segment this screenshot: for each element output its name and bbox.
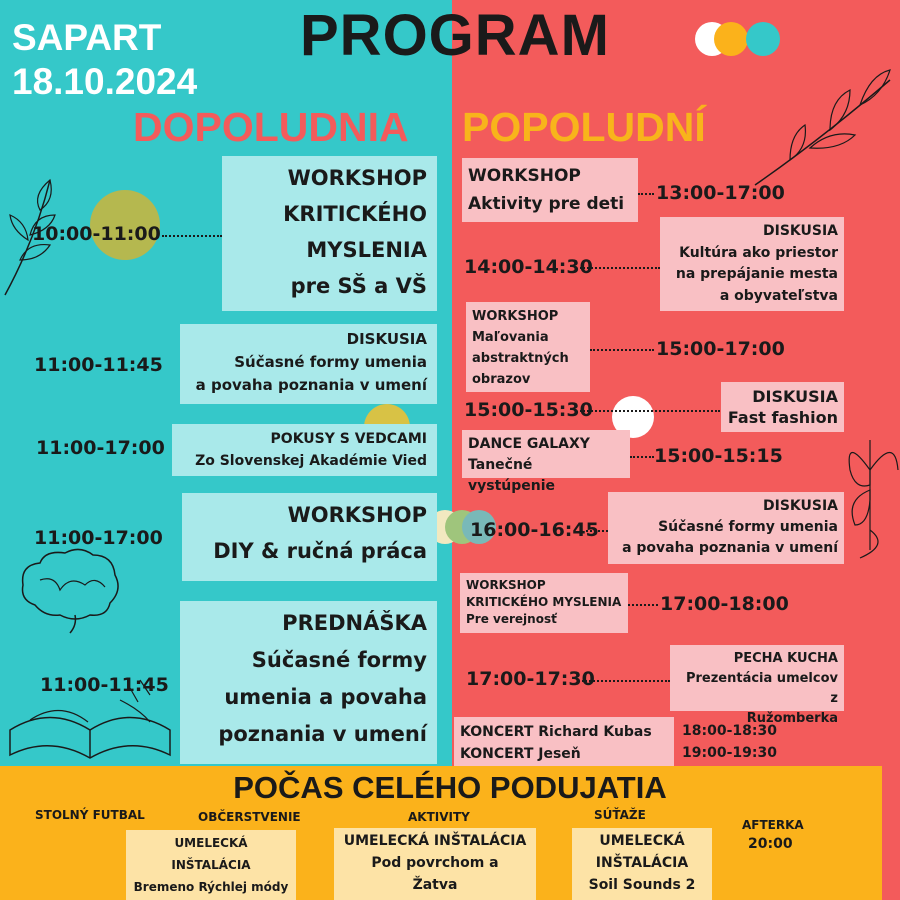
afternoon-event-1 — [462, 158, 638, 222]
brain-icon — [15, 545, 125, 635]
connector — [580, 267, 660, 269]
event-line: Kultúra ako priestor — [679, 244, 838, 261]
box-line: Bremeno Rýchlej módy — [133, 880, 289, 894]
connector — [162, 235, 222, 237]
afternoon-event-7 — [460, 573, 628, 633]
concert-time-2: 19:00-19:30 — [682, 745, 777, 761]
morning-time-3: 11:00-17:00 — [36, 437, 165, 459]
event-line: abstraktných — [472, 351, 569, 366]
box-line: Pod povrchom a — [371, 855, 499, 871]
box-line: Žatva — [412, 877, 458, 893]
event-line: DANCE GALAXY — [468, 436, 590, 452]
event-line: POKUSY S VEDCAMI — [270, 431, 427, 447]
box-line: INŠTALÁCIA — [595, 855, 689, 871]
afternoon-event-4 — [721, 382, 844, 432]
installation-box-3 — [572, 828, 712, 900]
afternoon-event-2 — [660, 217, 844, 311]
event-line: a obyvateľstva — [719, 287, 838, 304]
event-line: DISKUSIA — [762, 223, 838, 239]
event-line: Súčasné formy — [251, 648, 427, 672]
box-line: UMELECKÁ — [599, 833, 685, 849]
event-line: Súčasné formy umenia — [658, 519, 838, 535]
afternoon-heading: POPOLUDNÍ — [462, 104, 706, 150]
olive-branch-icon — [750, 60, 900, 190]
label-competitions: SÚŤAŽE — [594, 808, 646, 822]
connector — [638, 193, 654, 195]
connector — [586, 530, 608, 532]
afternoon-event-6 — [608, 492, 844, 564]
morning-time-4: 11:00-17:00 — [34, 527, 163, 549]
afternoon-time-3: 15:00-17:00 — [656, 338, 785, 360]
afternoon-event-8 — [670, 645, 844, 726]
event-line: Pre verejnosť — [466, 612, 557, 626]
event-name: SAPART — [12, 17, 162, 58]
morning-event-2 — [180, 324, 437, 404]
afternoon-event-5 — [462, 430, 630, 494]
event-line: DISKUSIA — [752, 387, 838, 406]
label-activities: AKTIVITY — [408, 810, 470, 824]
event-line: PREDNÁŠKA — [282, 611, 427, 635]
all-day-title: POČAS CELÉHO PODUJATIA — [233, 770, 667, 805]
logo-dot-teal — [746, 22, 780, 56]
event-line: Tanečné vystúpenie — [468, 457, 556, 494]
label-refreshments: OBČERSTVENIE — [198, 810, 301, 824]
event-line: WORKSHOP — [287, 166, 427, 190]
connector — [580, 410, 720, 412]
connector — [582, 680, 670, 682]
connector — [630, 456, 654, 458]
box-line: INŠTALÁCIA — [171, 858, 251, 872]
event-line: umenia a povaha — [224, 685, 427, 709]
afternoon-time-7: 17:00-18:00 — [660, 593, 789, 615]
event-line: Aktivity pre deti — [468, 194, 625, 214]
event-line: obrazov — [472, 372, 531, 387]
event-line: KONCERT Jeseň — [460, 746, 581, 762]
page-title: PROGRAM — [300, 3, 610, 68]
morning-time-5: 11:00-11:45 — [40, 674, 169, 696]
afternoon-time-4: 15:00-15:30 — [464, 399, 593, 421]
afternoon-time-8: 17:00-17:30 — [466, 668, 595, 690]
afternoon-event-3 — [466, 302, 590, 392]
butterfly-icon — [840, 430, 900, 560]
afternoon-time-5: 15:00-15:15 — [654, 445, 783, 467]
connector — [628, 604, 658, 606]
event-line: WORKSHOP — [287, 503, 427, 527]
box-line: UMELECKÁ — [174, 836, 248, 850]
event-line: KRITICKÉHO — [283, 202, 427, 226]
morning-heading: DOPOLUDNIA — [133, 104, 409, 150]
concert-box — [454, 717, 674, 767]
event-header — [12, 16, 197, 104]
morning-event-4 — [182, 493, 437, 581]
event-line: WORKSHOP — [466, 578, 546, 592]
event-line: DIY & ručná práca — [213, 539, 427, 563]
event-line: WORKSHOP — [468, 166, 581, 186]
morning-time-1: 10:00-11:00 — [32, 223, 161, 245]
installation-box-1 — [126, 830, 296, 900]
event-date: 18.10.2024 — [12, 61, 198, 102]
event-line: a povaha poznania v umení — [195, 376, 427, 394]
event-line: Maľovania — [472, 330, 549, 345]
event-line: a povaha poznania v umení — [622, 540, 838, 556]
morning-event-3 — [172, 424, 437, 476]
afternoon-time-1: 13:00-17:00 — [656, 182, 785, 204]
connector — [590, 349, 654, 351]
concert-time-1: 18:00-18:30 — [682, 723, 777, 739]
event-line: Zo Slovenskej Akadémie Vied — [195, 453, 427, 469]
event-line: na prepájanie mesta — [675, 266, 838, 282]
event-line: pre SŠ a VŠ — [290, 274, 427, 298]
afternoon-time-6: 16:00-16:45 — [470, 519, 599, 541]
morning-event-5 — [180, 601, 437, 764]
installation-box-2 — [334, 828, 536, 900]
event-line: WORKSHOP — [472, 309, 559, 324]
event-line: poznania v umení — [218, 722, 427, 746]
event-line: KONCERT Richard Kubas — [460, 724, 652, 740]
event-line: Ružomberka — [746, 711, 838, 726]
morning-time-2: 11:00-11:45 — [34, 354, 163, 376]
box-line: Soil Sounds 2 — [588, 877, 696, 893]
event-line: PECHA KUCHA — [733, 651, 838, 666]
event-line: DISKUSIA — [762, 498, 838, 514]
event-line: Fast fashion — [727, 408, 838, 427]
event-line: MYSLENIA — [306, 238, 427, 262]
label-afterparty: AFTERKA — [742, 818, 804, 832]
event-line: DISKUSIA — [346, 330, 427, 348]
logo-dot-yellow — [714, 22, 748, 56]
label-table-football: STOLNÝ FUTBAL — [35, 808, 145, 822]
box-line: UMELECKÁ INŠTALÁCIA — [343, 833, 527, 849]
event-line: Súčasné formy umenia — [234, 353, 427, 371]
afternoon-time-2: 14:00-14:30 — [464, 256, 593, 278]
morning-event-1 — [222, 156, 437, 311]
event-line: Prezentácia umelcov z — [685, 671, 838, 706]
label-afterparty-time: 20:00 — [748, 836, 793, 852]
event-line: KRITICKÉHO MYSLENIA — [466, 595, 622, 609]
